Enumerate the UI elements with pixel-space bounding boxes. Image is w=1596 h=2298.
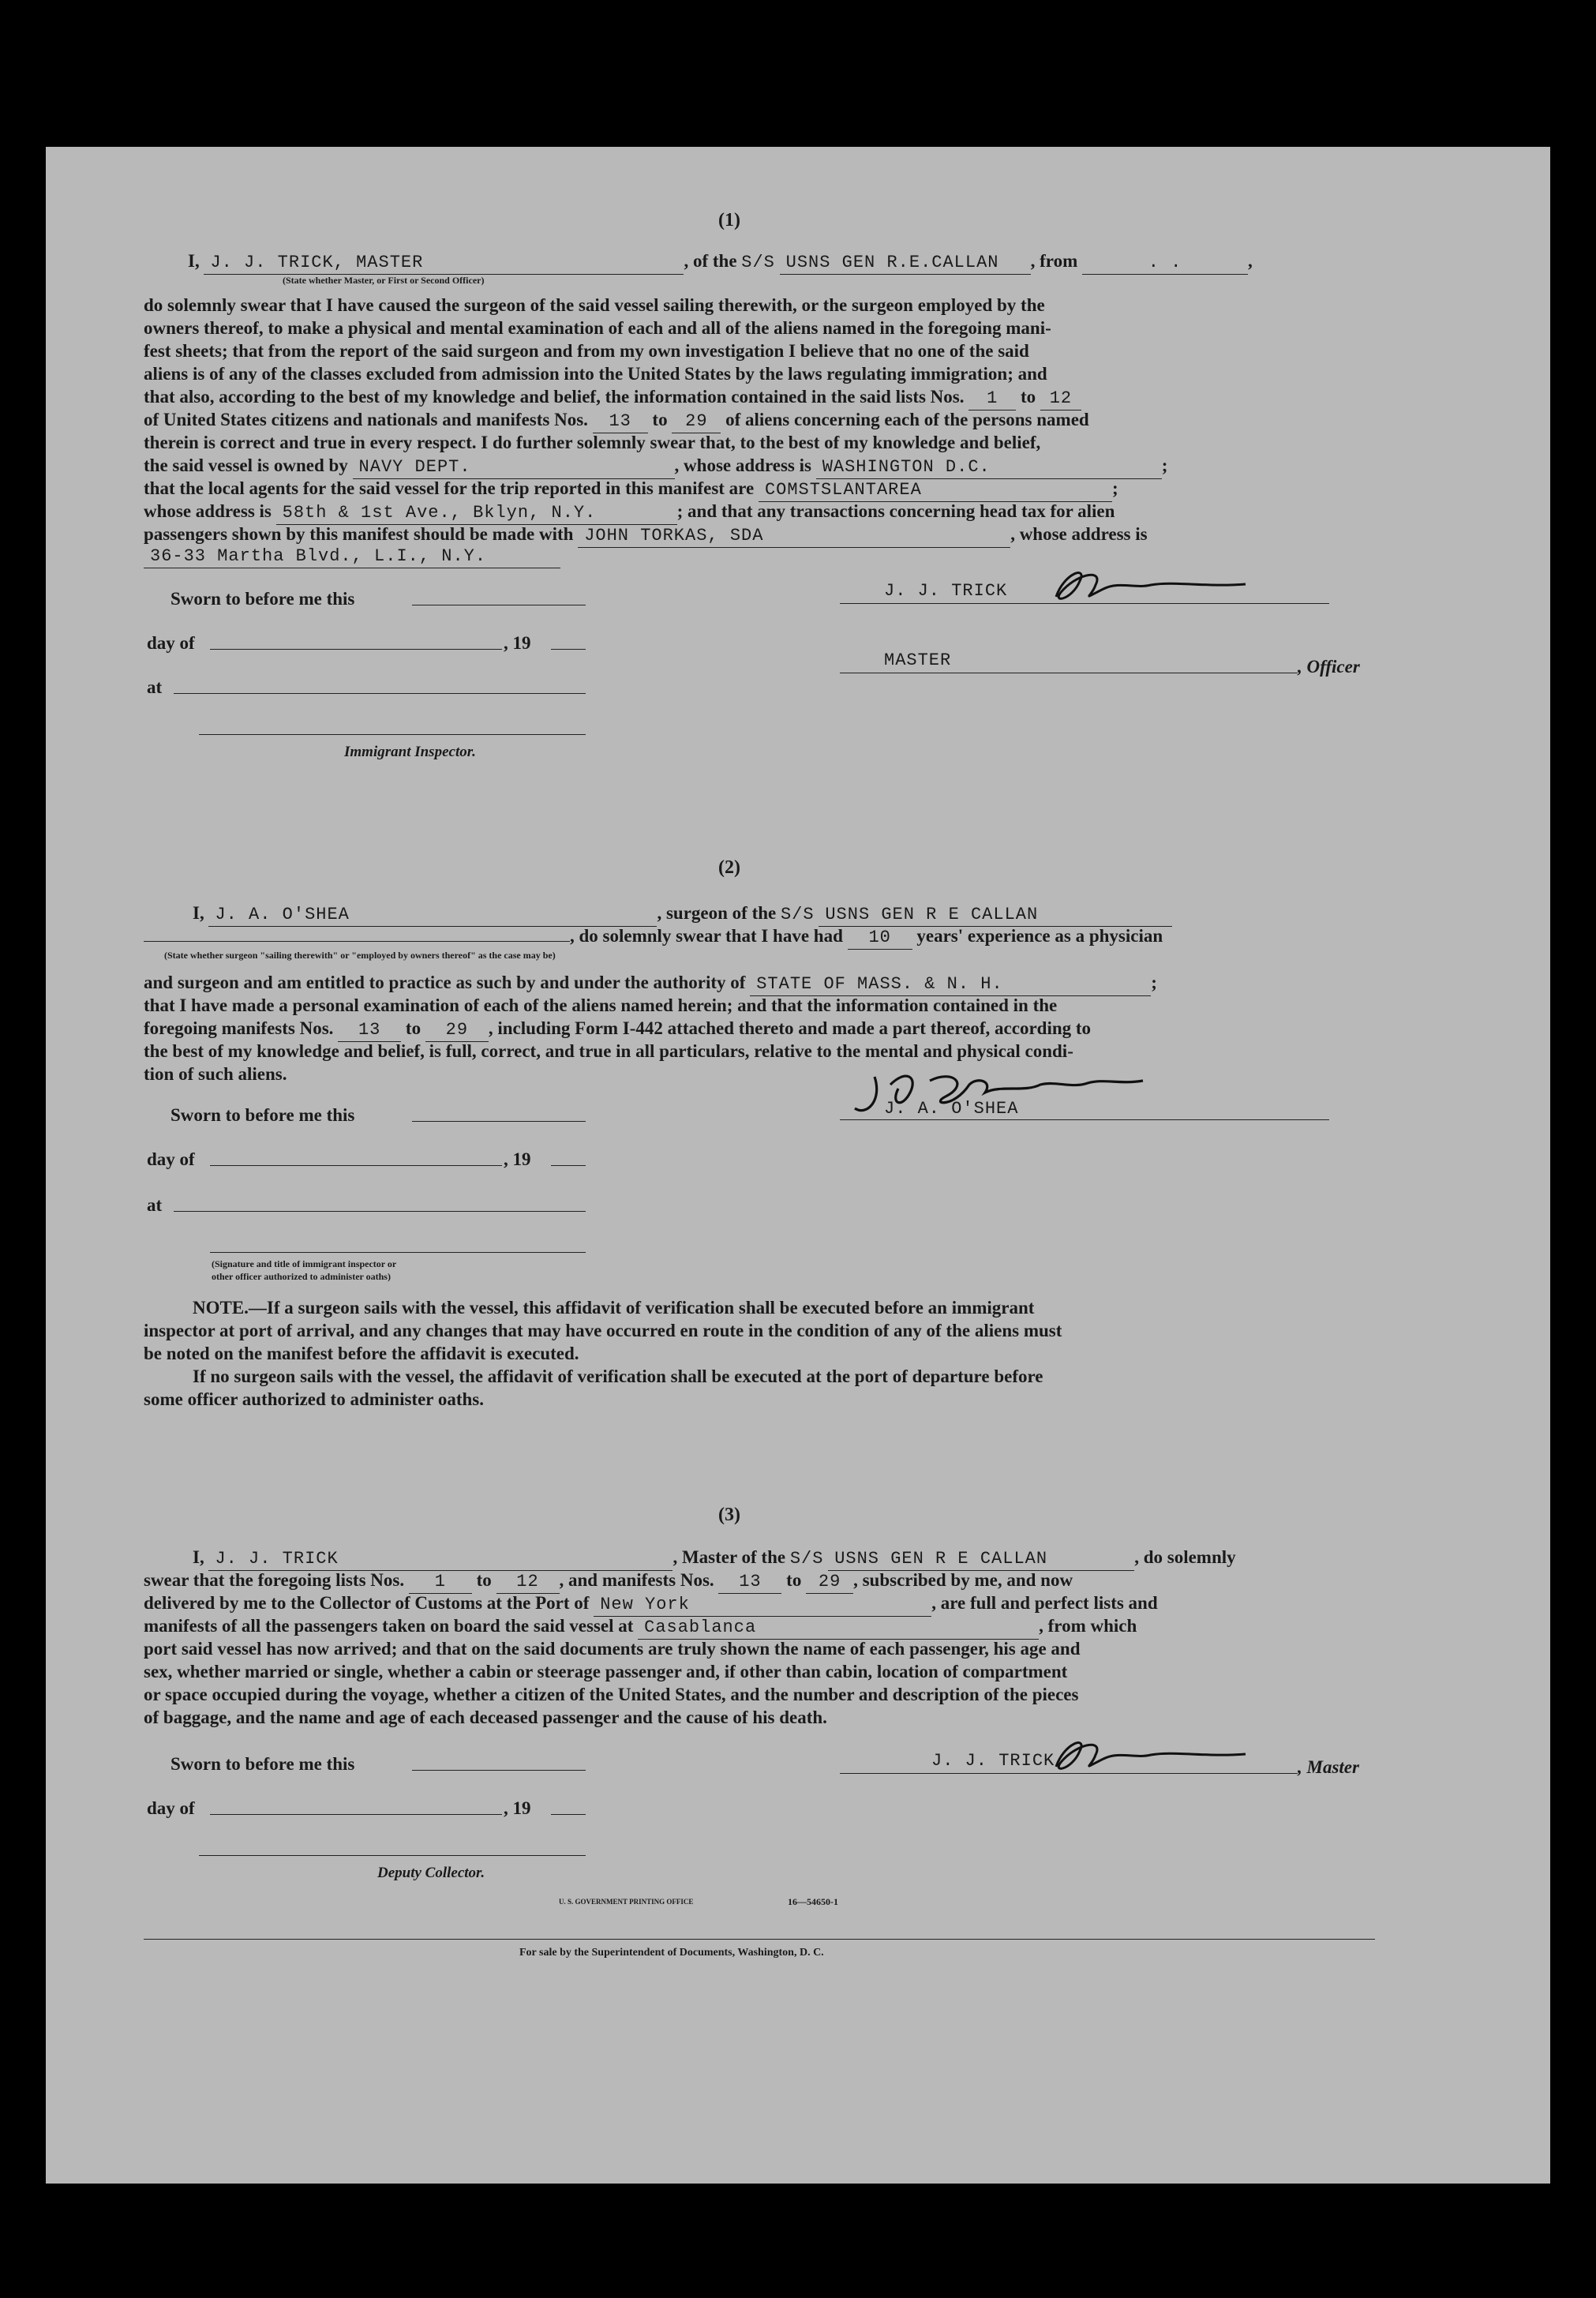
port-field: New York bbox=[594, 1593, 931, 1617]
head-tax-address-field: 36-33 Martha Blvd., L.I., N.Y. bbox=[144, 545, 560, 568]
note-line: NOTE.—If a surgeon sails with the vessel, this affidavit of verification shall be executed before an immigrant bbox=[193, 1298, 1035, 1318]
lists-from-field: 1 bbox=[409, 1570, 472, 1594]
day-line bbox=[210, 1814, 502, 1815]
agents-line: that the local agents for the said vessel for the trip reported in this manifest are COMSTSLANTAREA ; bbox=[144, 477, 1118, 502]
head-tax-address-line bbox=[144, 543, 560, 568]
year-label: , 19 bbox=[504, 1798, 531, 1818]
to-label: to bbox=[786, 1570, 802, 1590]
agents-label: that the local agents for the said vessel for the trip reported in this manifest are bbox=[144, 478, 755, 498]
boarded-at-field: Casablanca bbox=[638, 1616, 1039, 1640]
body-line: the best of my knowledge and belief, is full, correct, and true in all particulars, relative to the mental and physical condi- bbox=[144, 1041, 1073, 1061]
body-line: of baggage, and the name and age of each deceased passenger and the cause of his death. bbox=[144, 1708, 827, 1727]
of-the-label: , of the bbox=[684, 251, 737, 271]
year-line bbox=[551, 1814, 586, 1815]
collector-label: Deputy Collector. bbox=[377, 1865, 485, 1881]
section-3-signer: J. J. TRICK bbox=[931, 1751, 1055, 1771]
manifests-to-field: 29 bbox=[806, 1570, 853, 1594]
inspector-label: Immigrant Inspector. bbox=[344, 744, 476, 760]
lists-to-field: 12 bbox=[1040, 387, 1081, 410]
lists-to-field: 12 bbox=[496, 1570, 560, 1594]
ss-mark: S/S bbox=[741, 253, 775, 272]
year-label: , 19 bbox=[504, 1149, 531, 1169]
solemnly-label: , do solemnly bbox=[1134, 1547, 1236, 1567]
prefix-i: I, bbox=[188, 251, 200, 271]
inspector-line bbox=[199, 734, 586, 735]
manifests-line bbox=[144, 408, 1089, 433]
sale-note: For sale by the Superintendent of Documents, Washington, D. C. bbox=[519, 1947, 824, 1959]
signature-trick-2 bbox=[1032, 1727, 1269, 1783]
port-line bbox=[144, 1591, 1158, 1617]
owner-address-field: WASHINGTON D.C. bbox=[816, 455, 1162, 479]
body-line: therein is correct and true in every respect. I do further solemnly swear that, to the best of my knowledge and belief, bbox=[144, 433, 1041, 452]
sworn-label: Sworn to before me this bbox=[170, 1105, 355, 1125]
prefix-i: I, bbox=[193, 903, 204, 923]
manifests-to-field: 29 bbox=[425, 1018, 489, 1042]
passengers-label: passengers shown by this manifest should be made with bbox=[144, 524, 574, 544]
lists-text: that also, according to the best of my knowledge and belief, the information contained in the said lists Nos. bbox=[144, 387, 965, 407]
and-manifests-label: , and manifests Nos. bbox=[559, 1570, 714, 1590]
section-1-master-line: I, J. J. TRICK, MASTER , of the S/S USNS GEN R.E.CALLAN , from . . , bbox=[188, 249, 1253, 275]
owner-line: the said vessel is owned by NAVY DEPT. , whose address is WASHINGTON D.C. ; bbox=[144, 454, 1167, 479]
full-text: , are full and perfect lists and bbox=[931, 1593, 1158, 1613]
agents-address-line bbox=[144, 500, 1115, 525]
head-tax-text: ; and that any transactions concerning head tax for alien bbox=[676, 501, 1115, 521]
master-name-field: J. J. TRICK, MASTER bbox=[204, 251, 684, 275]
day-of-label: day of bbox=[147, 1798, 195, 1818]
manifests-from-field: 13 bbox=[718, 1570, 781, 1594]
lists-from-field: 1 bbox=[968, 387, 1016, 410]
printing-office: U. S. GOVERNMENT PRINTING OFFICE bbox=[559, 1898, 694, 1906]
years-text: years' experience as a physician bbox=[916, 926, 1163, 946]
manifests-from-field: 13 bbox=[593, 410, 648, 433]
lists-line bbox=[144, 1569, 1073, 1594]
note-line: inspector at port of arrival, and any changes that may have occurred en route in the condition of any of the aliens must bbox=[144, 1321, 1062, 1340]
note-line: some officer authorized to administer oaths. bbox=[144, 1389, 484, 1409]
from-which-label: , from which bbox=[1039, 1616, 1137, 1636]
section-1-signer: J. J. TRICK bbox=[884, 581, 1008, 601]
day-of-label: day of bbox=[147, 633, 195, 653]
year-line bbox=[551, 649, 586, 650]
ss-mark: S/S bbox=[780, 905, 815, 924]
agents-address-label: whose address is bbox=[144, 501, 272, 521]
form-text: , including Form I-442 attached thereto and made a part thereof, according to bbox=[488, 1018, 1092, 1038]
at-label: at bbox=[147, 1195, 163, 1215]
officer-note: (State whether Master, or First or Second Officer) bbox=[283, 275, 485, 286]
owner-field: NAVY DEPT. bbox=[353, 455, 675, 479]
head-tax-agent-field: JOHN TORKAS, SDA bbox=[578, 524, 1010, 548]
to-label: to bbox=[405, 1018, 421, 1038]
note-line: be noted on the manifest before the affidavit is executed. bbox=[144, 1344, 579, 1363]
vessel-field: USNS GEN R E CALLAN bbox=[819, 903, 1172, 927]
officer-sig-line bbox=[210, 1252, 586, 1253]
authority-field: STATE OF MASS. & N. H. bbox=[750, 973, 1151, 996]
master-of-label: , Master of the bbox=[672, 1547, 786, 1567]
at-line bbox=[174, 1211, 586, 1212]
master-name-field: J. J. TRICK bbox=[208, 1547, 672, 1571]
authority-text: and surgeon and am entitled to practice as such by and under the authority of bbox=[144, 973, 746, 992]
boarded-line bbox=[144, 1614, 1137, 1640]
from-field: . . bbox=[1082, 251, 1248, 275]
body-line: fest sheets; that from the report of the said surgeon and from my own investigation I believe that no one of the said bbox=[144, 341, 1029, 361]
sworn-line bbox=[412, 1121, 586, 1122]
sworn-line bbox=[412, 1770, 586, 1771]
prefix-i: I, bbox=[193, 1547, 204, 1567]
section-1-title: MASTER bbox=[884, 650, 952, 670]
at-label: at bbox=[147, 677, 163, 697]
sworn-label: Sworn to before me this bbox=[170, 1754, 355, 1774]
ss-mark: S/S bbox=[789, 1549, 824, 1569]
authority-line: and surgeon and am entitled to practice as such by and under the authority of STATE OF MASS. & N. H. ; bbox=[144, 971, 1157, 996]
owned-by-label: the said vessel is owned by bbox=[144, 455, 348, 475]
note-line: If no surgeon sails with the vessel, the affidavit of verification shall be executed at the port of departure before bbox=[193, 1366, 1043, 1386]
collector-line bbox=[199, 1855, 586, 1856]
experience-line bbox=[144, 924, 1163, 950]
year-line bbox=[551, 1165, 586, 1166]
body-line: owners thereof, to make a physical and mental examination of each and all of the aliens named in the foregoing mani- bbox=[144, 318, 1051, 338]
foregoing-line bbox=[144, 1017, 1091, 1042]
section-2-signer: J. A. O'SHEA bbox=[884, 1099, 1019, 1119]
manifests-suffix: of aliens concerning each of the persons named bbox=[725, 410, 1089, 429]
manifests-to-field: 29 bbox=[672, 410, 721, 433]
sig-note: other officer authorized to administer oaths) bbox=[212, 1271, 391, 1282]
lists-line bbox=[144, 385, 1081, 410]
day-of-label: day of bbox=[147, 1149, 195, 1169]
day-line bbox=[210, 1165, 502, 1166]
master-label: , Master bbox=[1298, 1757, 1359, 1777]
body-line: tion of such aliens. bbox=[144, 1064, 287, 1084]
at-line bbox=[174, 693, 586, 694]
body-line: port said vessel has now arrived; and that on the said documents are truly shown the name of each passenger, his age and bbox=[144, 1639, 1081, 1659]
agents-address-field: 58th & 1st Ave., Bklyn, N.Y. bbox=[276, 501, 677, 525]
manifests-text: of United States citizens and nationals and manifests Nos. bbox=[144, 410, 588, 429]
delivered-text: delivered by me to the Collector of Customs at the Port of bbox=[144, 1593, 590, 1613]
surgeon-of-label: , surgeon of the bbox=[657, 903, 777, 923]
surgeon-name-field: J. A. O'SHEA bbox=[208, 903, 657, 927]
state-note: (State whether surgeon "sailing therewith" or "employed by owners thereof" as the case may be) bbox=[164, 950, 556, 961]
sworn-label: Sworn to before me this bbox=[170, 589, 355, 609]
vessel-field: USNS GEN R E CALLAN bbox=[828, 1547, 1134, 1571]
to-label: to bbox=[1021, 387, 1036, 407]
swear-text: , do solemnly swear that I have had bbox=[570, 926, 843, 946]
body-line: that I have made a personal examination of each of the aliens named herein; and that the information contained in the bbox=[144, 995, 1058, 1015]
manifests-from-field: 13 bbox=[338, 1018, 401, 1042]
body-line: aliens is of any of the classes excluded from admission into the United States by the laws regulating immigration; and bbox=[144, 364, 1047, 384]
officer-label: , Officer bbox=[1298, 657, 1360, 677]
to-label: to bbox=[476, 1570, 492, 1590]
body-line: do solemnly swear that I have caused the surgeon of the said vessel sailing therewith, or the surgeon employed by the bbox=[144, 295, 1045, 315]
body-line: or space occupied during the voyage, whether a citizen of the United States, and the number and description of the pieces bbox=[144, 1685, 1079, 1704]
surgeon-status-field bbox=[144, 941, 570, 942]
section-3-number: (3) bbox=[718, 1505, 740, 1525]
swear-text: swear that the foregoing lists Nos. bbox=[144, 1570, 405, 1590]
owner-address-label: , whose address is bbox=[674, 455, 811, 475]
subscribed-text: , subscribed by me, and now bbox=[853, 1570, 1073, 1590]
footer-rule bbox=[144, 1939, 1375, 1940]
to-label: to bbox=[652, 410, 668, 429]
form-code: 16—54650-1 bbox=[788, 1896, 838, 1907]
year-label: , 19 bbox=[504, 633, 531, 653]
whose-address-label: , whose address is bbox=[1010, 524, 1148, 544]
section-1-number: (1) bbox=[718, 210, 740, 231]
section-2-number: (2) bbox=[718, 857, 740, 878]
body-line: sex, whether married or single, whether a cabin or steerage passenger and, if other than cabin, location of compartment bbox=[144, 1662, 1068, 1681]
agents-field: COMSTSLANTAREA bbox=[759, 478, 1112, 502]
sig-note: (Signature and title of immigrant inspector or bbox=[212, 1258, 397, 1269]
affidavit-sheet bbox=[46, 147, 1550, 2184]
from-label: , from bbox=[1030, 251, 1078, 271]
signer-line bbox=[840, 1119, 1329, 1120]
master-line bbox=[193, 1546, 1236, 1571]
day-line bbox=[210, 649, 502, 650]
foregoing-text: foregoing manifests Nos. bbox=[144, 1018, 334, 1038]
vessel-field: USNS GEN R.E.CALLAN bbox=[780, 251, 1031, 275]
signature-trick bbox=[1032, 557, 1269, 613]
manifests-text: manifests of all the passengers taken on board the said vessel at bbox=[144, 1616, 634, 1636]
years-field: 10 bbox=[848, 926, 912, 950]
surgeon-line bbox=[193, 902, 1172, 927]
